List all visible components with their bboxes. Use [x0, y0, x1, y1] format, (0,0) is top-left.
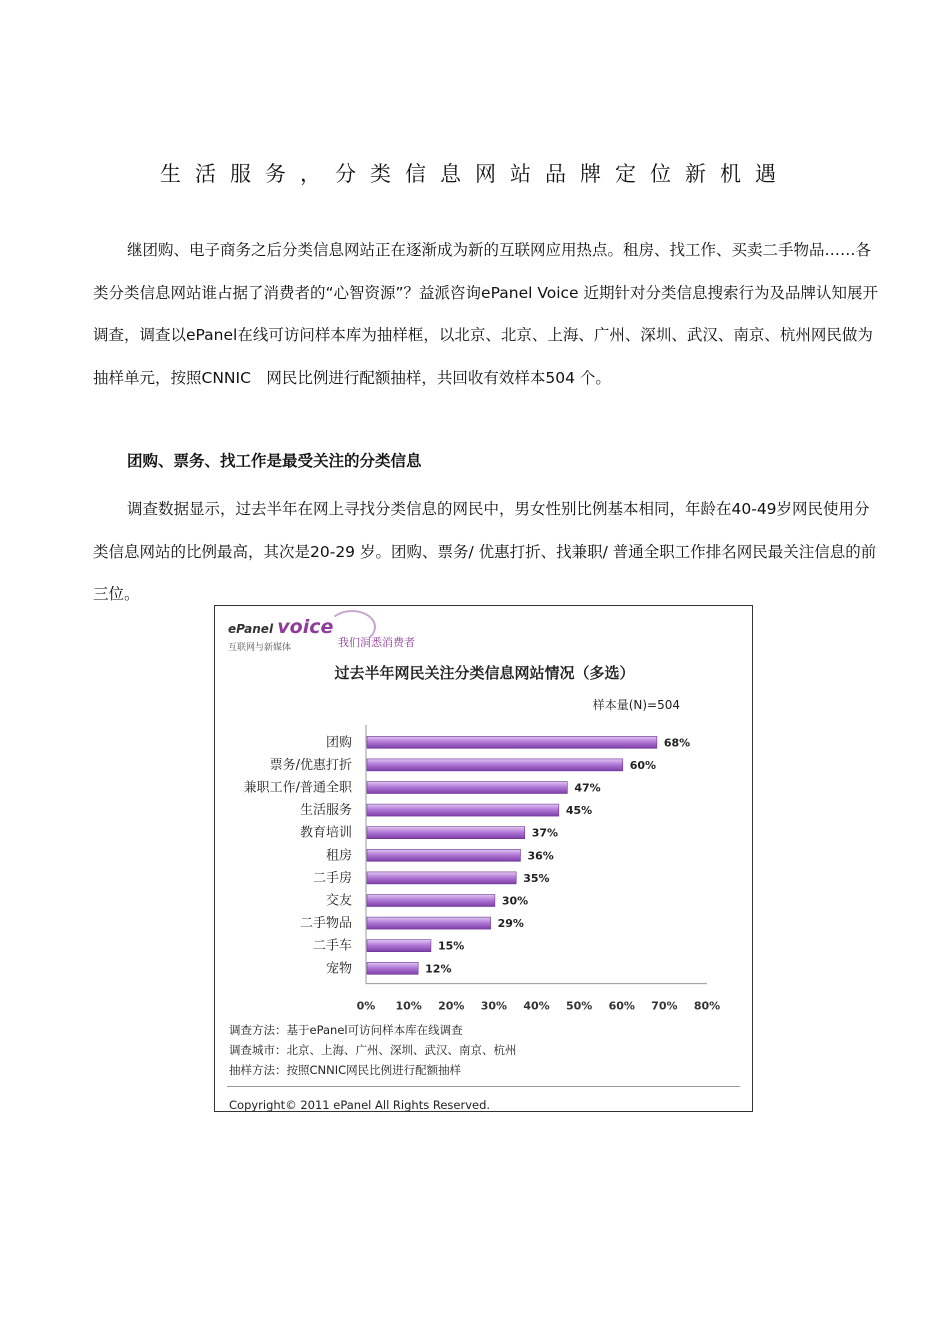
x-tick-label: 10% — [395, 999, 422, 1013]
data-label: 30% — [501, 894, 529, 908]
bar — [367, 849, 520, 861]
survey-paragraph: 调查数据显示，过去半年在网上寻找分类信息的网民中，男女性别比例基本相同，年龄在40-49岁网民使用分类信息网站的比例最高，其次是20-29 岁。团购、票务/ 优惠打折、找兼职/ 普通全职工作排名网民最关注信息的前三位。 — [93, 500, 877, 603]
data-label: 15% — [437, 939, 465, 953]
x-tick-label: 70% — [651, 999, 678, 1013]
data-label: 35% — [523, 871, 550, 885]
category-label: 兼职工作/普通全职 — [243, 780, 352, 796]
category-label: 宠物 — [325, 961, 352, 977]
x-tick-label: 60% — [608, 999, 635, 1013]
bar-chart — [215, 606, 752, 1016]
category-label: 租房 — [325, 848, 352, 864]
sample-size: 样本量(N)=504 — [592, 698, 680, 712]
note-cities: 调查城市：北京、上海、广州、深圳、武汉、南京、杭州 — [229, 1043, 517, 1057]
data-label: 29% — [497, 917, 524, 931]
x-tick-label: 0% — [356, 999, 376, 1013]
x-tick-label: 50% — [565, 999, 593, 1013]
data-label: 68% — [663, 736, 691, 750]
intro-paragraph: 继团购、电子商务之后分类信息网站正在逐渐成为新的互联网应用热点。租房、找工作、买卖二手物品……各类分类信息网站谁占据了消费者的“心智资源”？益派咨询ePanel Voice 近期针对分类信息搜索行为及品牌认知展开调查，调查以ePanel在线可访问样本库为抽样框，以北京、北京、上海、广州、深圳、武汉、南京、杭州网民做为抽样单元，按照CNNIC 网民比例进行配额抽样，共回收有效样本504 个。 — [93, 241, 879, 387]
survey-notes — [229, 1020, 517, 1080]
note-sampling: 抽样方法：按照CNNIC网民比例进行配额抽样 — [229, 1063, 462, 1077]
x-tick-label: 30% — [480, 999, 508, 1013]
data-label: 37% — [531, 826, 559, 840]
bar — [367, 736, 657, 748]
data-label: 60% — [629, 758, 657, 772]
data-label: 36% — [527, 849, 554, 863]
category-label: 二手物品 — [299, 916, 352, 932]
category-label: 团购 — [325, 735, 352, 751]
section-heading: 团购、票务、找工作是最受关注的分类信息 — [127, 452, 422, 470]
category-label: 生活服务 — [299, 803, 352, 819]
x-tick-label: 80% — [693, 999, 721, 1013]
data-label: 12% — [425, 962, 452, 976]
category-label: 二手房 — [312, 870, 352, 886]
logo-slogan: 我们洞悉消费者 — [338, 636, 415, 649]
page-title: 生活服务，分类信息网站品牌定位新机遇 — [160, 162, 790, 186]
note-method: 调查方法：基于ePanel可访问样本库在线调查 — [229, 1023, 463, 1037]
x-tick-label: 40% — [523, 999, 550, 1013]
logo-prefix: ePanel — [228, 622, 274, 636]
logo-main: voice — [277, 616, 334, 638]
bar — [367, 895, 495, 907]
chart-title: 过去半年网民关注分类信息网站情况（多选） — [334, 664, 635, 682]
bar — [367, 940, 431, 952]
bar — [367, 872, 516, 884]
category-label: 交友 — [325, 893, 352, 909]
data-label: 45% — [565, 804, 593, 818]
logo-subtitle: 互联网与新媒体 — [228, 643, 292, 653]
bar — [367, 782, 567, 794]
bar — [367, 827, 525, 839]
bar — [367, 804, 559, 816]
x-tick-label: 20% — [438, 999, 465, 1013]
chart-figure — [214, 605, 753, 1112]
bar — [367, 759, 623, 771]
category-label: 二手车 — [312, 938, 352, 954]
divider — [227, 1086, 740, 1087]
bar — [367, 917, 491, 929]
category-label: 票务/优惠打折 — [269, 757, 352, 773]
copyright: Copyright© 2011 ePanel All Rights Reserved. — [229, 1098, 491, 1112]
data-label: 47% — [574, 781, 601, 795]
bar — [367, 962, 418, 974]
category-label: 教育培训 — [299, 825, 352, 841]
